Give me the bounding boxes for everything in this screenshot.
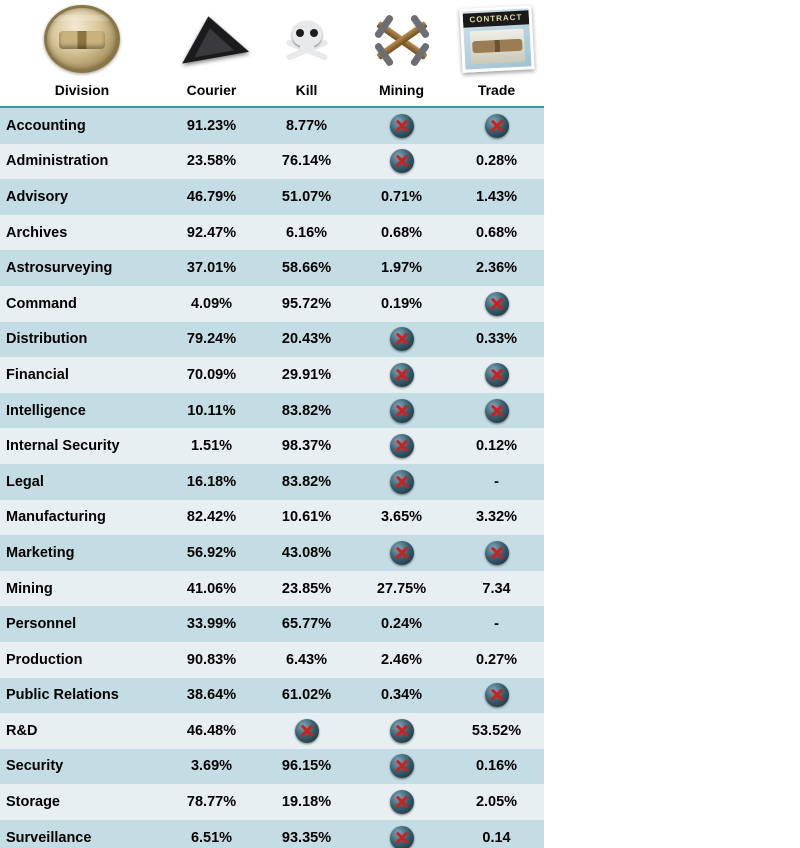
table-row (0, 286, 544, 322)
mission-percent-cell-trade: 2.36% (449, 250, 544, 286)
no-mission-icon (485, 114, 509, 138)
column-header-mining: Mining (354, 78, 449, 107)
mission-percent-cell-kill: 51.07% (259, 179, 354, 215)
mission-percent-cell-trade: 1.43% (449, 179, 544, 215)
mission-percent-cell-kill: 6.16% (259, 215, 354, 251)
table-row (0, 107, 544, 144)
mission-percent-cell-trade: 3.32% (449, 500, 544, 536)
mission-percent-cell-kill (259, 713, 354, 749)
mission-percent-cell-mining (354, 428, 449, 464)
mission-percent-cell-kill: 29.91% (259, 357, 354, 393)
mission-percent-cell-trade (449, 393, 544, 429)
mission-percent-cell-kill: 23.85% (259, 571, 354, 607)
mission-percent-cell-trade: 0.33% (449, 322, 544, 358)
mission-percent-cell-mining (354, 713, 449, 749)
no-mission-icon (485, 363, 509, 387)
trade-contract-banner-label: CONTRACT (462, 10, 529, 27)
table-row (0, 820, 544, 848)
mission-percent-cell-mining (354, 749, 449, 785)
no-mission-icon (390, 754, 414, 778)
mission-percent-cell-courier: 10.11% (164, 393, 259, 429)
mission-percent-cell-courier: 38.64% (164, 678, 259, 714)
table-row (0, 606, 544, 642)
courier-medallion-icon (44, 5, 120, 73)
mission-percent-cell-mining: 27.75% (354, 571, 449, 607)
mission-percent-cell-mining (354, 820, 449, 848)
mission-percent-cell-mining (354, 107, 449, 144)
division-name-cell: Mining (0, 571, 164, 607)
mission-percent-cell-mining: 2.46% (354, 642, 449, 678)
no-mission-icon (295, 719, 319, 743)
mission-percent-cell-trade: - (449, 606, 544, 642)
division-name-cell: Legal (0, 464, 164, 500)
mission-percent-cell-courier: 90.83% (164, 642, 259, 678)
mission-percent-cell-trade: 7.34 (449, 571, 544, 607)
table-row (0, 393, 544, 429)
table-row (0, 322, 544, 358)
mission-percent-cell-courier: 46.48% (164, 713, 259, 749)
no-mission-icon (390, 541, 414, 565)
mining-pickaxes-icon (365, 9, 439, 69)
no-mission-icon (485, 683, 509, 707)
division-name-cell: Astrosurveying (0, 250, 164, 286)
no-mission-icon (390, 470, 414, 494)
mission-percent-cell-courier: 78.77% (164, 784, 259, 820)
mission-percent-cell-courier: 6.51% (164, 820, 259, 848)
division-name-cell: Marketing (0, 535, 164, 571)
no-mission-icon (485, 292, 509, 316)
table-row (0, 784, 544, 820)
mission-percent-cell-kill: 96.15% (259, 749, 354, 785)
mission-percent-cell-mining: 0.24% (354, 606, 449, 642)
icon-cell (449, 0, 544, 78)
mission-percent-cell-kill: 43.08% (259, 535, 354, 571)
table-row (0, 464, 544, 500)
mission-percent-cell-kill: 8.77% (259, 107, 354, 144)
no-mission-icon (390, 719, 414, 743)
mission-percent-cell-kill: 10.61% (259, 500, 354, 536)
mission-percent-cell-trade: 2.05% (449, 784, 544, 820)
division-name-cell: Distribution (0, 322, 164, 358)
mission-percent-cell-trade: 0.28% (449, 144, 544, 180)
mission-percent-cell-kill: 19.18% (259, 784, 354, 820)
icon-cell (0, 0, 164, 78)
division-name-cell: R&D (0, 713, 164, 749)
mission-percent-cell-courier: 56.92% (164, 535, 259, 571)
no-mission-icon (390, 826, 414, 848)
division-name-cell: Security (0, 749, 164, 785)
column-header-courier: Courier (164, 78, 259, 107)
division-name-cell: Production (0, 642, 164, 678)
mission-percent-cell-courier: 1.51% (164, 428, 259, 464)
mission-percent-cell-courier: 23.58% (164, 144, 259, 180)
table-row (0, 179, 544, 215)
no-mission-icon (390, 363, 414, 387)
division-name-cell: Internal Security (0, 428, 164, 464)
icon-cell (259, 0, 354, 78)
mission-percent-cell-mining (354, 393, 449, 429)
mission-percent-cell-courier: 70.09% (164, 357, 259, 393)
division-name-cell: Manufacturing (0, 500, 164, 536)
division-name-cell: Public Relations (0, 678, 164, 714)
mission-percent-cell-mining (354, 464, 449, 500)
division-name-cell: Storage (0, 784, 164, 820)
mission-percent-cell-trade: - (449, 464, 544, 500)
mission-percent-cell-courier: 92.47% (164, 215, 259, 251)
division-name-cell: Financial (0, 357, 164, 393)
no-mission-icon (390, 327, 414, 351)
mission-percent-cell-courier: 82.42% (164, 500, 259, 536)
division-name-cell: Personnel (0, 606, 164, 642)
mission-percent-cell-kill: 83.82% (259, 464, 354, 500)
no-mission-icon (390, 790, 414, 814)
mission-percent-cell-mining (354, 784, 449, 820)
mission-percent-cell-mining (354, 357, 449, 393)
mission-percent-cell-trade: 0.12% (449, 428, 544, 464)
mission-percent-cell-trade (449, 357, 544, 393)
mission-percent-cell-courier: 91.23% (164, 107, 259, 144)
mission-percent-cell-kill: 58.66% (259, 250, 354, 286)
mission-percent-cell-mining: 1.97% (354, 250, 449, 286)
division-name-cell: Administration (0, 144, 164, 180)
mission-percent-cell-kill: 95.72% (259, 286, 354, 322)
mission-percent-cell-kill: 76.14% (259, 144, 354, 180)
table-row (0, 250, 544, 286)
mission-percent-cell-kill: 6.43% (259, 642, 354, 678)
mission-percent-cell-trade: 0.27% (449, 642, 544, 678)
table-row (0, 571, 544, 607)
division-name-cell: Archives (0, 215, 164, 251)
division-name-cell: Intelligence (0, 393, 164, 429)
mission-percent-cell-courier: 41.06% (164, 571, 259, 607)
mission-percent-cell-mining: 0.71% (354, 179, 449, 215)
mission-percent-cell-courier: 16.18% (164, 464, 259, 500)
mission-percent-cell-kill: 20.43% (259, 322, 354, 358)
icon-cell (164, 0, 259, 78)
table-row (0, 144, 544, 180)
mission-percent-cell-kill: 98.37% (259, 428, 354, 464)
table-row (0, 535, 544, 571)
mission-percent-cell-courier: 4.09% (164, 286, 259, 322)
mission-percent-cell-courier: 46.79% (164, 179, 259, 215)
table-row (0, 678, 544, 714)
mission-percent-cell-kill: 93.35% (259, 820, 354, 848)
division-name-cell: Surveillance (0, 820, 164, 848)
kill-skull-crossbones-icon (270, 6, 344, 72)
table-row (0, 215, 544, 251)
table-row (0, 357, 544, 393)
table-row (0, 500, 544, 536)
table-row (0, 428, 544, 464)
no-mission-icon (485, 541, 509, 565)
icon-header-row (0, 0, 544, 78)
mission-percent-cell-trade (449, 678, 544, 714)
mission-percent-cell-trade: 53.52% (449, 713, 544, 749)
icon-cell (354, 0, 449, 78)
no-mission-icon (390, 114, 414, 138)
mission-percent-cell-trade: 0.68% (449, 215, 544, 251)
mission-percent-cell-kill: 65.77% (259, 606, 354, 642)
mission-percent-cell-mining (354, 535, 449, 571)
mission-percent-cell-courier: 3.69% (164, 749, 259, 785)
mission-percent-cell-mining (354, 322, 449, 358)
mission-percent-cell-kill: 61.02% (259, 678, 354, 714)
trade-contract-icon (459, 5, 534, 73)
mission-percent-cell-mining (354, 144, 449, 180)
no-mission-icon (390, 399, 414, 423)
no-mission-icon (390, 149, 414, 173)
column-header-division: Division (0, 78, 164, 107)
mission-percent-cell-mining: 0.68% (354, 215, 449, 251)
mission-percent-cell-courier: 37.01% (164, 250, 259, 286)
table-row (0, 642, 544, 678)
division-name-cell: Advisory (0, 179, 164, 215)
table-row (0, 749, 544, 785)
mission-percent-cell-trade (449, 535, 544, 571)
mission-percent-cell-trade (449, 286, 544, 322)
column-header-row (0, 78, 544, 107)
mission-percent-cell-mining: 3.65% (354, 500, 449, 536)
mission-percent-cell-mining: 0.34% (354, 678, 449, 714)
mission-percent-cell-courier: 33.99% (164, 606, 259, 642)
column-header-trade: Trade (449, 78, 544, 107)
mission-percent-cell-courier: 79.24% (164, 322, 259, 358)
mission-percent-cell-trade: 0.16% (449, 749, 544, 785)
no-mission-icon (390, 434, 414, 458)
courier-ship-icon (176, 10, 248, 68)
mission-percent-cell-trade (449, 107, 544, 144)
column-header-kill: Kill (259, 78, 354, 107)
division-name-cell: Command (0, 286, 164, 322)
table-row (0, 713, 544, 749)
no-mission-icon (485, 399, 509, 423)
mission-percent-cell-kill: 83.82% (259, 393, 354, 429)
mission-percent-cell-trade: 0.14 (449, 820, 544, 848)
mission-percent-cell-mining: 0.19% (354, 286, 449, 322)
division-name-cell: Accounting (0, 107, 164, 144)
